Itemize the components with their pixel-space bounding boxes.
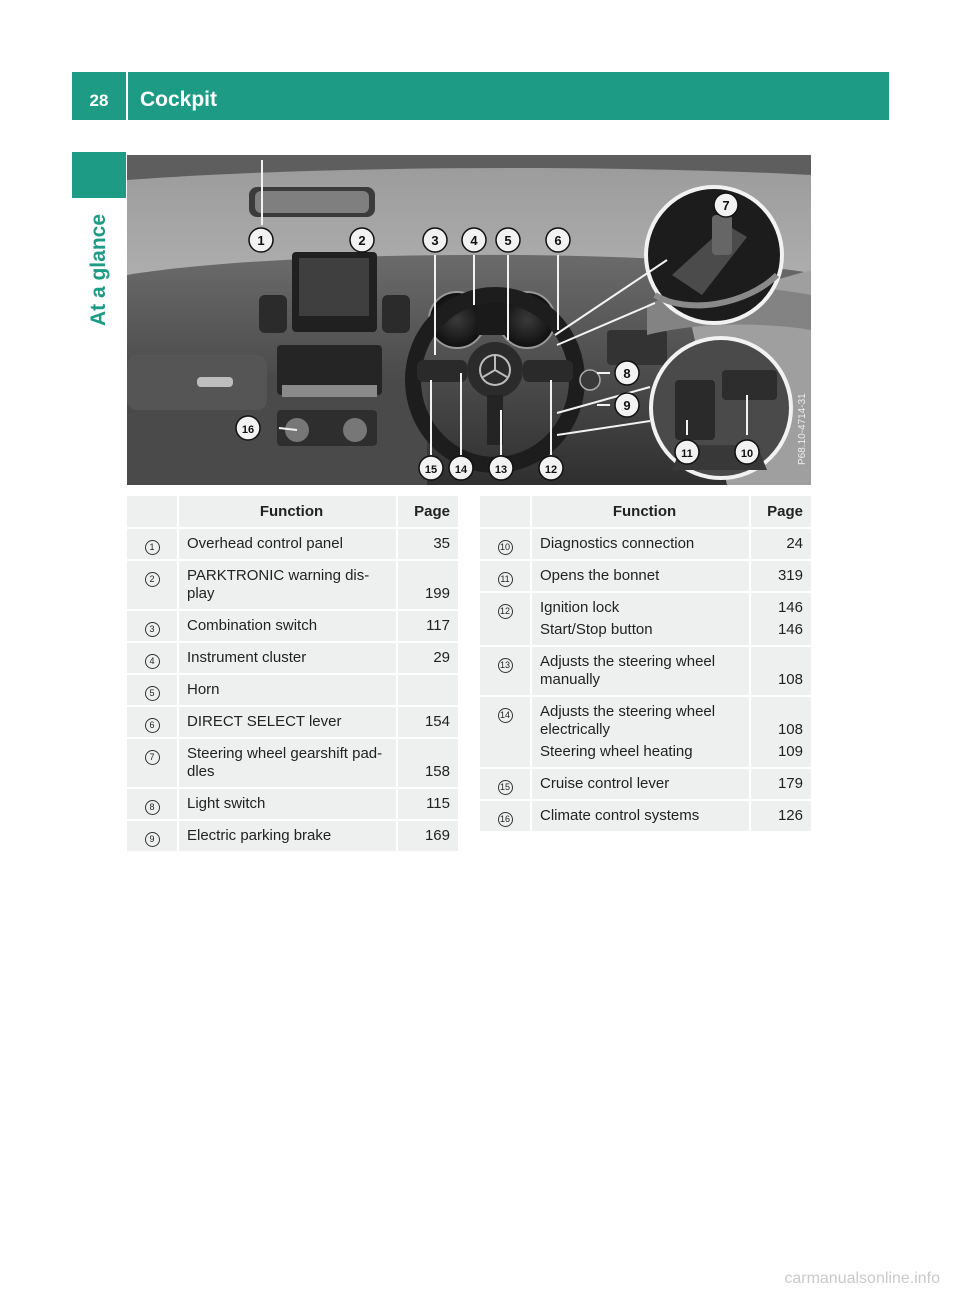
page-ref: 109 — [777, 743, 803, 760]
page-cell — [396, 611, 458, 641]
function-text: electrically — [540, 721, 611, 738]
svg-text:12: 12 — [544, 464, 558, 476]
page-ref: 35 — [433, 535, 450, 552]
table-row — [127, 789, 458, 819]
row-number-cell — [127, 739, 177, 787]
page-ref: 29 — [433, 649, 450, 666]
row-number-cell — [127, 643, 177, 673]
page-ref: 146 — [777, 599, 803, 616]
function-cell — [177, 611, 396, 641]
function-text: Light switch — [187, 795, 266, 812]
function-text: DIRECT SELECT lever — [187, 713, 342, 730]
page-cell — [396, 675, 458, 705]
table-row — [480, 593, 811, 645]
page-ref: 158 — [424, 763, 450, 780]
page-ref: 199 — [424, 585, 450, 602]
watermark: carmanualsonline.info — [784, 1270, 940, 1287]
page-ref: 24 — [786, 535, 803, 552]
header-page: Page — [396, 496, 458, 527]
row-number-cell — [480, 769, 530, 799]
function-cell — [530, 769, 749, 799]
function-cell — [177, 643, 396, 673]
page-ref: 169 — [424, 827, 450, 844]
table-row — [127, 529, 458, 559]
row-number-cell — [480, 529, 530, 559]
page-ref: 108 — [777, 671, 803, 688]
function-cell — [530, 529, 749, 559]
page-cell — [396, 821, 458, 851]
svg-text:7: 7 — [722, 198, 730, 213]
cockpit-photo — [127, 155, 811, 485]
table-row — [127, 707, 458, 737]
function-text: Combination switch — [187, 617, 318, 634]
table-row — [127, 739, 458, 787]
svg-text:3: 3 — [431, 233, 439, 248]
callout-12 — [539, 456, 563, 480]
callout-1 — [249, 228, 273, 252]
function-text: Start/Stop button — [540, 621, 653, 638]
function-text: Steering wheel gearshift pad- — [187, 745, 383, 762]
page-ref: 146 — [777, 621, 803, 638]
page-spacer — [751, 703, 803, 721]
function-text: Adjusts the steering wheel — [540, 653, 716, 670]
row-number-badge: 8 — [145, 800, 160, 815]
row-number-cell — [127, 529, 177, 559]
section-marker — [72, 152, 126, 198]
row-number-badge: 11 — [498, 572, 513, 587]
table-row — [480, 647, 811, 695]
row-number-badge: 10 — [498, 540, 513, 555]
page-cell — [396, 561, 458, 609]
function-text: play — [187, 585, 215, 602]
row-number-badge: 14 — [498, 708, 513, 723]
page-ref: 115 — [426, 795, 450, 812]
page-cell — [749, 769, 811, 799]
svg-text:10: 10 — [740, 448, 754, 460]
row-number-badge: 15 — [498, 780, 513, 795]
page-cell — [396, 643, 458, 673]
callout-5 — [496, 228, 520, 252]
header-page: Page — [749, 496, 811, 527]
table-row — [480, 561, 811, 591]
table-row — [127, 643, 458, 673]
section-label: At a glance — [87, 213, 110, 327]
function-cell — [530, 647, 749, 695]
function-cell — [530, 593, 749, 645]
row-number-cell — [127, 611, 177, 641]
page-spacer — [398, 745, 450, 763]
callout-8 — [615, 361, 639, 385]
row-number-cell — [127, 707, 177, 737]
page-title: Cockpit — [140, 88, 218, 111]
row-number-cell — [480, 697, 530, 767]
callout-2 — [350, 228, 374, 252]
row-number-cell — [127, 675, 177, 705]
function-text: Climate control systems — [540, 807, 700, 824]
page-ref: 108 — [777, 721, 803, 738]
row-number-badge: 2 — [145, 572, 160, 587]
function-cell — [177, 739, 396, 787]
page-ref: 126 — [777, 807, 803, 824]
callout-4 — [462, 228, 486, 252]
function-text: Ignition lock — [540, 599, 620, 616]
page-spacer — [398, 567, 450, 585]
function-cell — [177, 707, 396, 737]
page-ref: 117 — [426, 617, 450, 634]
callout-15 — [419, 456, 443, 480]
svg-text:14: 14 — [454, 464, 468, 476]
svg-text:9: 9 — [623, 398, 631, 413]
row-number-badge: 12 — [498, 604, 513, 619]
page-spacer — [751, 653, 803, 671]
page-cell — [749, 647, 811, 695]
page-cell — [749, 593, 811, 645]
row-number-badge: 6 — [145, 718, 160, 733]
callout-7 — [714, 193, 738, 217]
row-number-badge: 5 — [145, 686, 160, 701]
function-text: manually — [540, 671, 601, 688]
row-number-cell — [127, 561, 177, 609]
callout-16 — [236, 416, 260, 440]
callout-11 — [675, 440, 699, 464]
header-function: Function — [530, 496, 749, 527]
function-text: Instrument cluster — [187, 649, 307, 666]
row-number-badge: 3 — [145, 622, 160, 637]
page-cell — [749, 697, 811, 767]
function-text: Horn — [187, 681, 220, 698]
row-number-badge: 1 — [145, 540, 160, 555]
function-cell — [177, 561, 396, 609]
svg-text:8: 8 — [623, 366, 631, 381]
row-number-cell — [480, 647, 530, 695]
row-number-cell — [480, 561, 530, 591]
row-number-badge: 4 — [145, 654, 160, 669]
function-text: dles — [187, 763, 215, 780]
header-number-cell — [127, 496, 177, 527]
function-text: Steering wheel heating — [540, 743, 693, 760]
page-ref: 154 — [424, 713, 450, 730]
svg-text:2: 2 — [358, 233, 366, 248]
function-cell — [177, 675, 396, 705]
page-ref — [398, 681, 450, 699]
table-row — [480, 769, 811, 799]
svg-text:11: 11 — [681, 448, 693, 460]
row-number-badge: 16 — [498, 812, 513, 827]
function-text: Diagnostics connection — [540, 535, 695, 552]
function-cell — [177, 529, 396, 559]
svg-text:13: 13 — [494, 464, 508, 476]
callout-13 — [489, 456, 513, 480]
page-cell — [749, 529, 811, 559]
svg-text:5: 5 — [504, 233, 512, 248]
svg-text:15: 15 — [424, 464, 438, 476]
header-function: Function — [177, 496, 396, 527]
row-number-badge: 7 — [145, 750, 160, 765]
callout-3 — [423, 228, 447, 252]
row-number-badge: 13 — [498, 658, 513, 673]
page-cell — [749, 561, 811, 591]
row-number-cell — [127, 789, 177, 819]
function-cell — [177, 789, 396, 819]
row-number-cell — [480, 801, 530, 831]
table-row — [127, 611, 458, 641]
header-divider — [126, 72, 128, 120]
table-row — [480, 529, 811, 559]
function-text: Electric parking brake — [187, 827, 332, 844]
function-text: Cruise control lever — [540, 775, 670, 792]
callout-10 — [735, 440, 759, 464]
function-cell — [530, 697, 749, 767]
page-cell — [749, 801, 811, 831]
callout-6 — [546, 228, 570, 252]
function-text: Overhead control panel — [187, 535, 343, 552]
row-number-badge: 9 — [145, 832, 160, 847]
table-row — [127, 675, 458, 705]
callout-9 — [615, 393, 639, 417]
page-number: 28 — [89, 91, 109, 110]
function-cell — [530, 561, 749, 591]
page-cell — [396, 789, 458, 819]
function-text: PARKTRONIC warning dis- — [187, 567, 370, 584]
row-number-cell — [127, 821, 177, 851]
function-cell — [177, 821, 396, 851]
svg-text:6: 6 — [554, 233, 562, 248]
row-number-cell — [480, 593, 530, 645]
figure-code: P68.10-4714-31 — [797, 393, 808, 465]
page-cell — [396, 707, 458, 737]
table-row — [127, 821, 458, 851]
callout-14 — [449, 456, 473, 480]
header-number-cell — [480, 496, 530, 527]
page-cell — [396, 529, 458, 559]
function-text: Adjusts the steering wheel — [540, 703, 716, 720]
table-row — [480, 801, 811, 831]
svg-text:16: 16 — [241, 424, 255, 436]
page-cell — [396, 739, 458, 787]
svg-text:4: 4 — [470, 233, 478, 248]
page-ref: 319 — [777, 567, 803, 584]
function-table-left — [127, 494, 458, 853]
page-ref: 179 — [777, 775, 803, 792]
function-table-right — [480, 494, 811, 833]
svg-text:1: 1 — [257, 233, 265, 248]
function-cell — [530, 801, 749, 831]
table-row — [127, 561, 458, 609]
table-row — [480, 697, 811, 767]
function-text: Opens the bonnet — [540, 567, 660, 584]
